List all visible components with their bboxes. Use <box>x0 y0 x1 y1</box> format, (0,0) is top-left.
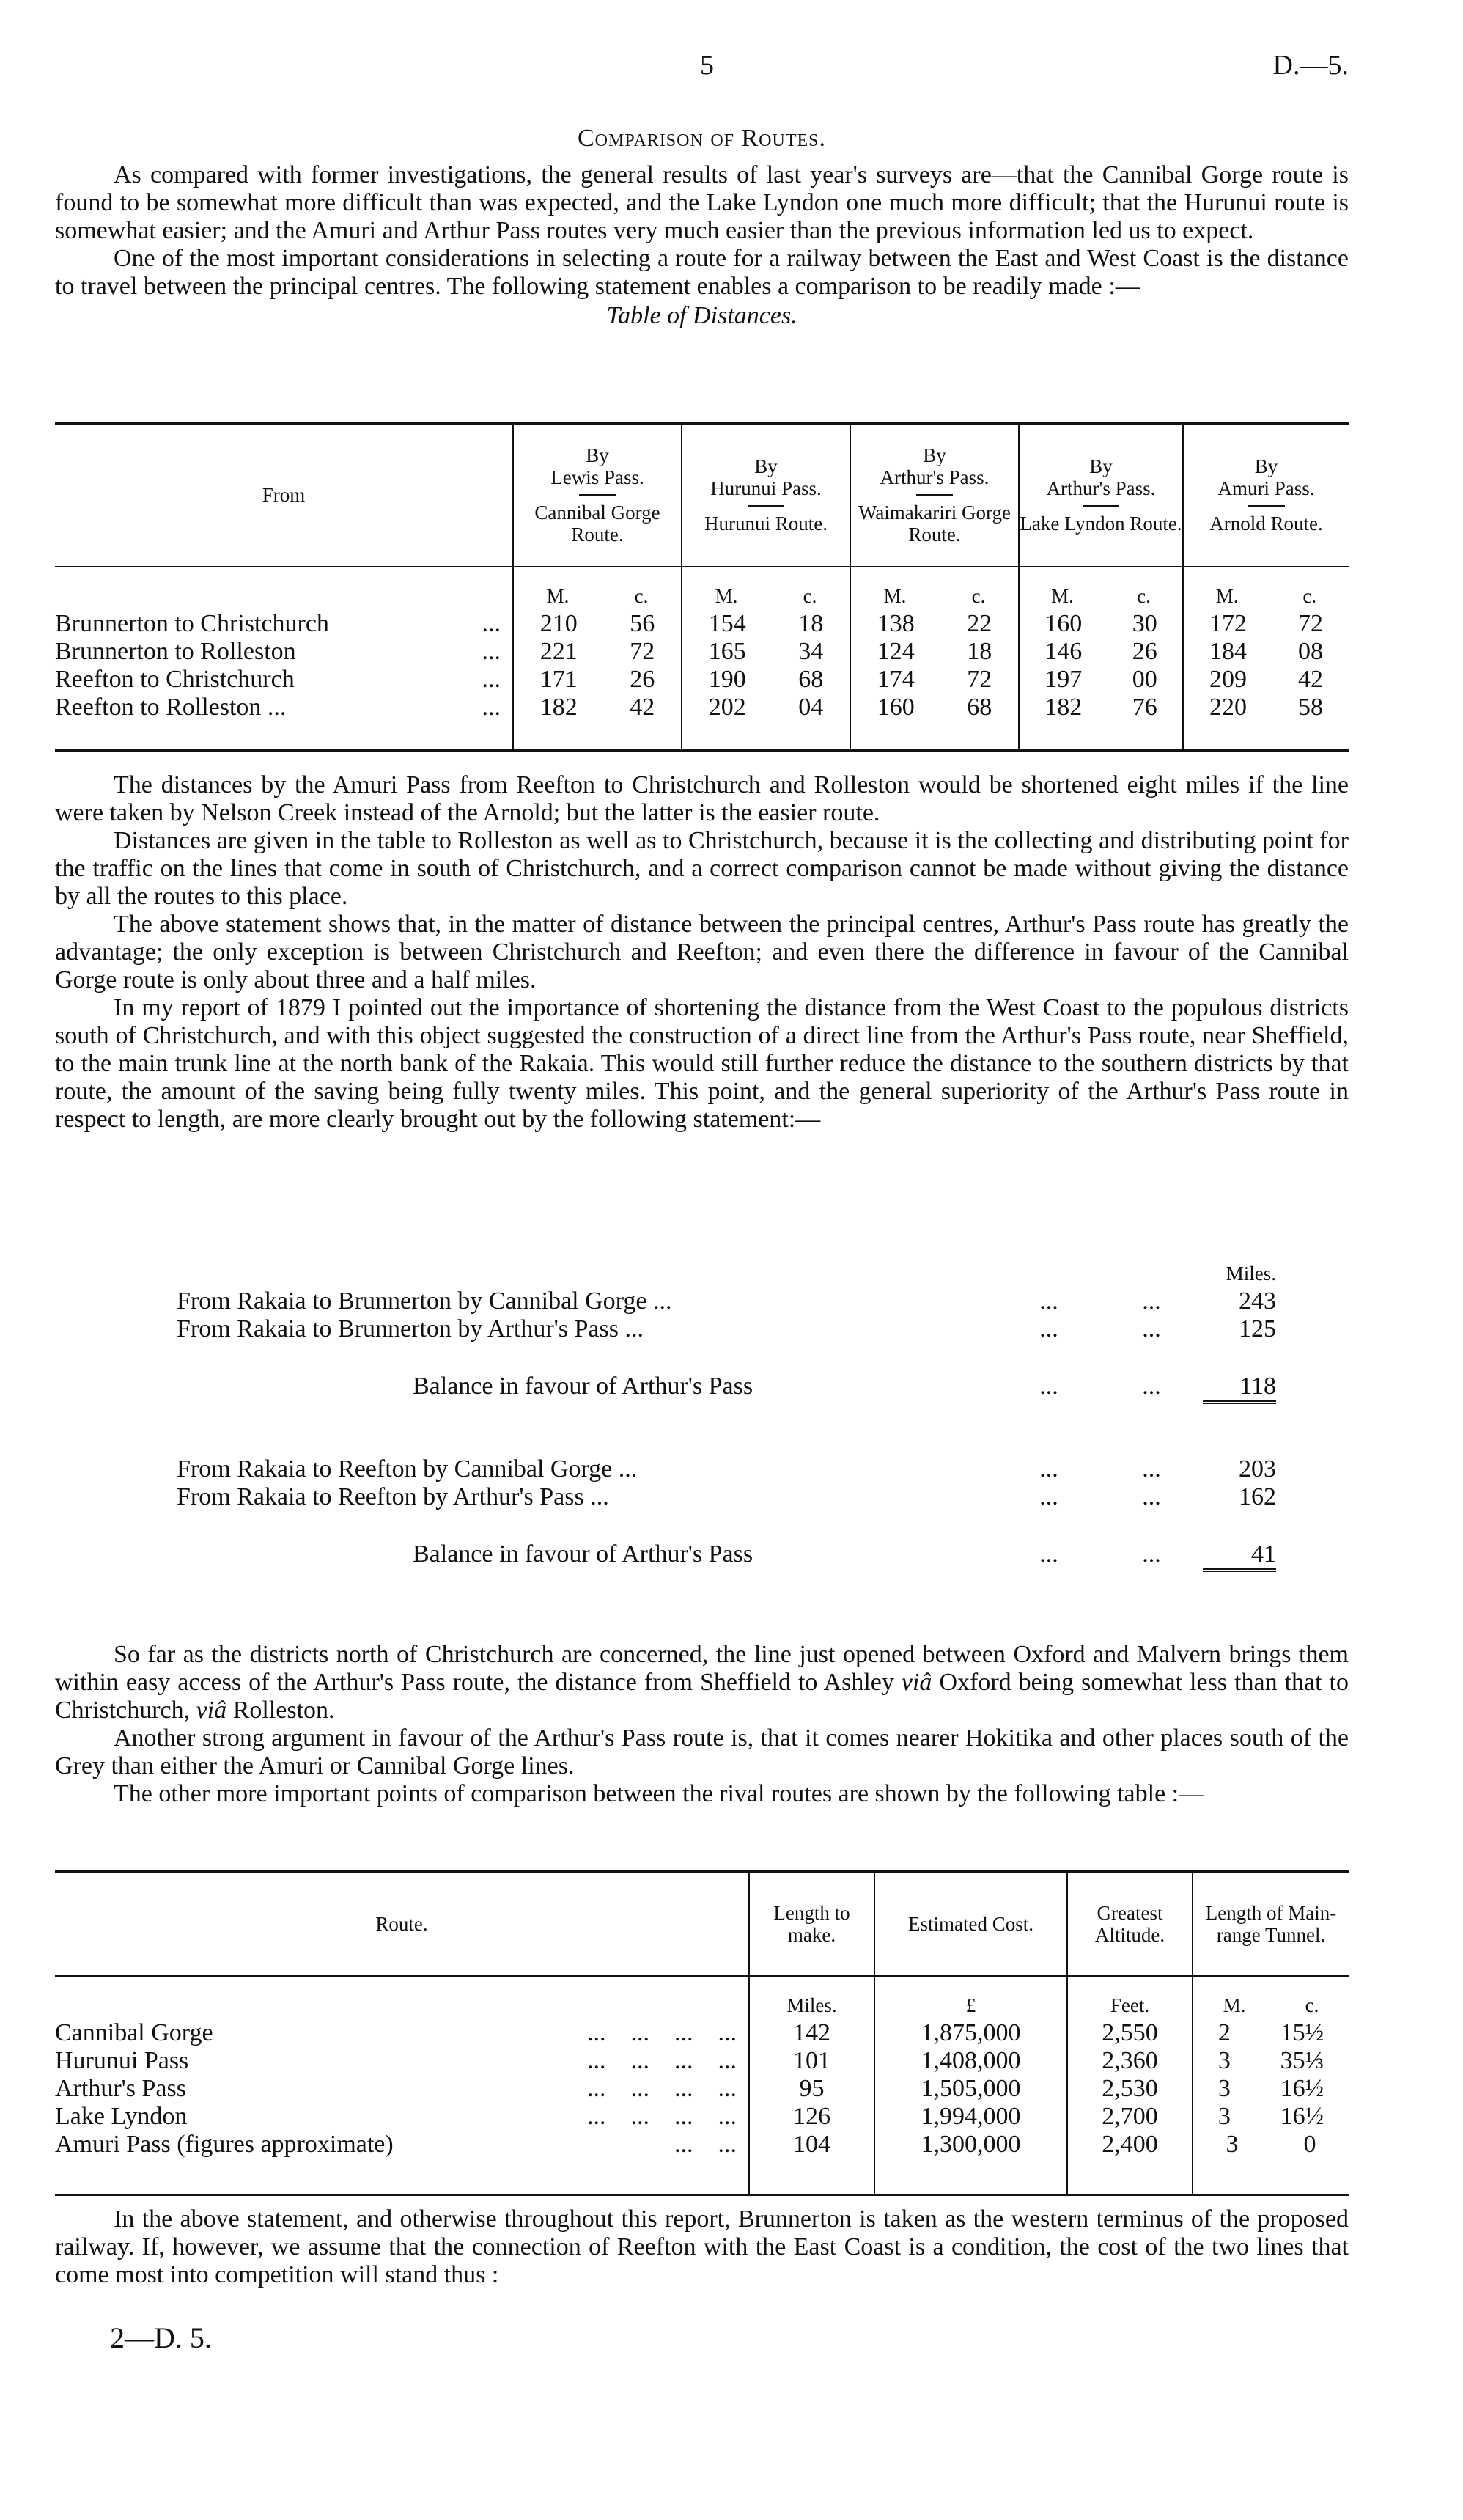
statement-row: From Rakaia to Reefton by Arthur's Pass ... ... ... 162 <box>177 1483 1276 1510</box>
statement-row: From Rakaia to Brunnerton by Arthur's Pass ... ... ... 125 <box>177 1315 1276 1342</box>
chains: 42 <box>1298 665 1323 693</box>
chains: 76 <box>1132 693 1157 721</box>
header-col: By Arthur's Pass. Lake Lyndon Route. <box>1019 424 1183 567</box>
distance-cell <box>1019 694 1183 721</box>
table-row <box>55 666 1349 694</box>
chains: 22 <box>967 609 992 637</box>
statement-row: Balance in favour of Arthur's Pass ... ... 41 <box>177 1540 1276 1572</box>
unit-c: c. <box>1137 584 1151 607</box>
distances-table <box>55 422 1349 752</box>
miles: 184 <box>1209 637 1247 665</box>
miles: 160 <box>1044 609 1083 637</box>
from-label: Reefton to Rolleston ... <box>55 693 287 721</box>
header-col: By Hurunui Pass. Hurunui Route. <box>682 424 850 567</box>
chains: 56 <box>630 609 655 637</box>
tunnel-cell: 3 16½ <box>1193 2103 1349 2131</box>
cost-cell: 1,505,000 <box>874 2075 1067 2103</box>
row-from <box>55 666 513 694</box>
miles: 124 <box>877 637 915 665</box>
distance-cell <box>682 666 850 694</box>
statement-label: Balance in favour of Arthur's Pass <box>413 1373 753 1400</box>
header-length: Length to make. <box>749 1872 874 1976</box>
distance-cell <box>850 666 1019 694</box>
chains: 26 <box>630 665 655 693</box>
miles: 174 <box>877 665 915 693</box>
section-title: Comparison of Routes. <box>577 125 827 152</box>
tunnel-cell: 3 0 <box>1193 2131 1349 2159</box>
chains: 30 <box>1132 609 1157 637</box>
altitude-cell: 2,530 <box>1067 2075 1193 2103</box>
table-row <box>55 2047 1349 2075</box>
leader-dots: ... <box>482 693 501 721</box>
altitude-cell: 2,550 <box>1067 2019 1193 2047</box>
chains: 68 <box>798 665 824 693</box>
table-caption: Table of Distances. <box>606 302 797 329</box>
statement-row: From Rakaia to Reefton by Cannibal Gorge ... ... ... 203 <box>177 1455 1276 1483</box>
unit-label: Feet. <box>1067 1976 1193 2019</box>
miles: 172 <box>1209 609 1247 637</box>
from-label: Reefton to Christchurch <box>55 665 295 693</box>
paragraph: The distances by the Amuri Pass from Reefton to Christchurch and Rolleston would be shortened eight miles if the line were taken by Nelson Creek instead of the Arnold; but the latter is the easier route. <box>55 771 1349 826</box>
unit-c: c. <box>1302 584 1317 607</box>
chains: 00 <box>1132 665 1157 693</box>
unit-m: M. <box>883 584 907 607</box>
distance-cell <box>850 638 1019 666</box>
chains: 08 <box>1298 637 1323 665</box>
statement-value: 243 <box>1239 1287 1276 1315</box>
leader-dots: ... ... <box>674 2130 737 2158</box>
row-from <box>55 638 513 666</box>
cost-cell: 1,875,000 <box>874 2019 1067 2047</box>
unit-m: M. <box>546 584 570 607</box>
distance-cell <box>1019 638 1183 666</box>
tunnel-cell: 3 16½ <box>1193 2075 1349 2103</box>
chains: 72 <box>630 637 655 665</box>
miles: 182 <box>1044 693 1083 721</box>
distance-cell <box>1019 610 1183 638</box>
footer-signature: 2—D. 5. <box>110 2321 212 2354</box>
paragraph: As compared with former investigations, the general results of last year's surveys are—that the Cannibal Gorge route is found to be somewhat more difficult than was expected, and the Lake Lyndon one much more difficult; that the Hurunui route is somewhat easier; and the Amuri and Arthur Pass routes very much easier than the previous information led us to expect. <box>55 161 1349 244</box>
chains: 18 <box>798 609 824 637</box>
distance-cell <box>513 666 682 694</box>
unit-c: c. <box>634 584 649 607</box>
tunnel-cell: 2 15½ <box>1193 2019 1349 2047</box>
statement-value: 118 <box>1203 1373 1276 1404</box>
statement-label: From Rakaia to Brunnerton by Cannibal Gorge ... <box>177 1287 672 1315</box>
miles: 160 <box>877 693 915 721</box>
tunnel-cell: 3 35⅓ <box>1193 2047 1349 2075</box>
header-altitude: Greatest Altitude. <box>1067 1872 1193 1976</box>
middle-text <box>55 771 1349 1134</box>
chains: 04 <box>798 693 824 721</box>
distance-cell <box>513 638 682 666</box>
statement-value: 162 <box>1239 1483 1276 1510</box>
units-row: Miles. £ Feet. M. c. <box>55 1976 1349 2019</box>
distances-table-wrap <box>55 422 1349 752</box>
statement-value: 203 <box>1239 1455 1276 1483</box>
distance-cell <box>850 610 1019 638</box>
unit-m: M. <box>1215 584 1239 607</box>
paragraph: One of the most important considerations in selecting a route for a railway between the East and West Coast is the distance to travel between the principal centres. The following statement enables a comparison to be readily made :— <box>55 245 1349 300</box>
distance-cell <box>1183 638 1349 666</box>
table-row <box>55 2075 1349 2103</box>
distance-cell <box>1183 694 1349 721</box>
distance-cell <box>513 694 682 721</box>
miles: 209 <box>1209 665 1247 693</box>
intro-text <box>55 161 1349 330</box>
paragraph: The other more important points of comparison between the rival routes are shown by the following table :— <box>114 1780 1204 1807</box>
chains: 42 <box>630 693 655 721</box>
paragraph: So far as the districts north of Christchurch are concerned, the line just opened between Oxford and Malvern brings them within easy access of the Arthur's Pass route, the distance from Sheffield to Ashley viâ Oxford being somewhat less than that to Christchurch, viâ Rolleston. <box>55 1641 1349 1724</box>
header-col: By Arthur's Pass. Waimakariri Gorge Route. <box>850 424 1019 567</box>
statement-row: From Rakaia to Brunnerton by Cannibal Gorge ... ... ... 243 <box>177 1287 1276 1315</box>
miles: 197 <box>1044 665 1083 693</box>
length-cell: 95 <box>749 2075 874 2103</box>
table-row <box>55 610 1349 638</box>
length-cell: 101 <box>749 2047 874 2075</box>
paragraph: The above statement shows that, in the matter of distance between the principal centres, Arthur's Pass route has greatly the advantage; the only exception is between Christchurch and Reefton; and even there the difference in favour of the Cannibal Gorge route is only about three and a half miles. <box>55 911 1349 993</box>
leader-dots: ... ... ... ... <box>587 2018 737 2046</box>
comparison-table-wrap <box>55 1870 1349 2196</box>
route-name: ... ... ... ... Cannibal Gorge <box>55 2019 749 2047</box>
distance-cell <box>850 694 1019 721</box>
statement-label: Balance in favour of Arthur's Pass <box>413 1540 753 1568</box>
statement-value: 125 <box>1239 1315 1276 1342</box>
distance-cell <box>1019 666 1183 694</box>
statement-value: 41 <box>1203 1540 1276 1572</box>
paragraph: In the above statement, and otherwise throughout this report, Brunnerton is taken as the western terminus of the proposed railway. If, however, we assume that the connection of Reefton with the East Coast is a condition, the cost of the two lines that come most into competition will stand thus : <box>55 2205 1349 2288</box>
statement-row: Balance in favour of Arthur's Pass ... ... 118 <box>177 1373 1276 1404</box>
miles: 138 <box>877 609 915 637</box>
length-cell: 126 <box>749 2103 874 2131</box>
distance-statement <box>177 1260 1276 1572</box>
comparison-table <box>55 1870 1349 2196</box>
leader-dots: ... ... ... ... <box>587 2102 737 2130</box>
leader-dots: ... ... ... ... <box>587 2046 737 2074</box>
miles: 165 <box>708 637 746 665</box>
unit-c: c. <box>803 584 817 607</box>
distance-cell <box>682 694 850 721</box>
table-row <box>55 2131 1349 2159</box>
table-row <box>55 2103 1349 2131</box>
unit-m: M. <box>715 584 738 607</box>
statement-label: From Rakaia to Brunnerton by Arthur's Pass ... <box>177 1315 644 1342</box>
distance-cell <box>1183 610 1349 638</box>
altitude-cell: 2,360 <box>1067 2047 1193 2075</box>
route-name: ... ... Amuri Pass (figures approximate) <box>55 2131 749 2159</box>
cost-cell: 1,994,000 <box>874 2103 1067 2131</box>
header-tunnel: Length of Main-range Tunnel. <box>1193 1872 1349 1976</box>
paragraph: In my report of 1879 I pointed out the importance of shortening the distance from the West Coast to the populous districts south of Christchurch, and with this object suggested the construction of a direct line from the Arthur's Pass route, near Sheffield, to the main trunk line at the north bank of the Rakaia. This would still further reduce the distance to the southern districts by that route, the amount of the saving being fully twenty miles. This point, and the general superiority of the Arthur's Pass route in respect to length, are more clearly brought out by the following statement:— <box>55 994 1349 1133</box>
miles: 202 <box>708 693 746 721</box>
chains: 26 <box>1132 637 1157 665</box>
header-col: By Amuri Pass. Arnold Route. <box>1183 424 1349 567</box>
table-row <box>55 638 1349 666</box>
chains: 18 <box>967 637 992 665</box>
miles: 220 <box>1209 693 1247 721</box>
route-name: ... ... ... ... Arthur's Pass <box>55 2075 749 2103</box>
miles: 182 <box>539 693 578 721</box>
length-cell: 142 <box>749 2019 874 2047</box>
table-row <box>55 694 1349 721</box>
paragraph: Distances are given in the table to Rolleston as well as to Christchurch, because it is the collecting and distributing point for the traffic on the lines that come in south of Christchurch, and a correct comparison cannot be made without giving the distance by all the routes to this place. <box>55 827 1349 910</box>
chains: 58 <box>1298 693 1323 721</box>
document-reference: D.—5. <box>1272 50 1349 81</box>
statement-label: From Rakaia to Reefton by Cannibal Gorge ... <box>177 1455 638 1483</box>
header-cost: Estimated Cost. <box>874 1872 1067 1976</box>
miles: 146 <box>1044 637 1083 665</box>
route-name: ... ... ... ... Hurunui Pass <box>55 2047 749 2075</box>
distance-cell <box>1183 666 1349 694</box>
distance-cell <box>513 610 682 638</box>
header-from: From <box>55 424 513 567</box>
leader-dots: ... <box>482 665 501 693</box>
from-label: Brunnerton to Christchurch <box>55 609 329 637</box>
lower-text <box>55 1641 1349 1808</box>
header-col: By Lewis Pass. Cannibal Gorge Route. <box>513 424 682 567</box>
altitude-cell: 2,400 <box>1067 2131 1193 2159</box>
chains: 72 <box>1298 609 1323 637</box>
from-label: Brunnerton to Rolleston <box>55 637 296 665</box>
distance-cell <box>682 610 850 638</box>
leader-dots: ... <box>482 609 501 637</box>
cost-cell: 1,408,000 <box>874 2047 1067 2075</box>
route-name: ... ... ... ... Lake Lyndon <box>55 2103 749 2131</box>
miles: 190 <box>708 665 746 693</box>
miles: 154 <box>708 609 746 637</box>
miles: 210 <box>539 609 578 637</box>
leader-dots: ... ... ... ... <box>587 2074 737 2102</box>
units-row <box>55 567 1349 610</box>
cost-cell: 1,300,000 <box>874 2131 1067 2159</box>
final-text <box>55 2205 1349 2289</box>
unit-c: c. <box>971 584 986 607</box>
unit-label: Miles. <box>1226 1263 1276 1285</box>
page-number: 5 <box>700 50 714 81</box>
paragraph: Another strong argument in favour of the Arthur's Pass route is, that it comes nearer Hokitika and other places south of the Grey than either the Amuri or Cannibal Gorge lines. <box>55 1724 1349 1779</box>
leader-dots: ... <box>482 637 501 665</box>
altitude-cell: 2,700 <box>1067 2103 1193 2131</box>
row-from <box>55 694 513 721</box>
row-from <box>55 610 513 638</box>
header-route: Route. <box>55 1872 749 1976</box>
distance-cell <box>682 638 850 666</box>
chains: 72 <box>967 665 992 693</box>
unit-m: M. <box>1051 584 1074 607</box>
miles: 171 <box>539 665 578 693</box>
miles: 221 <box>539 637 578 665</box>
chains: 68 <box>967 693 992 721</box>
statement-label: From Rakaia to Reefton by Arthur's Pass ... <box>177 1483 609 1510</box>
length-cell: 104 <box>749 2131 874 2159</box>
table-row <box>55 2019 1349 2047</box>
unit-label: £ <box>874 1976 1067 2019</box>
chains: 34 <box>798 637 824 665</box>
unit-label: Miles. <box>749 1976 874 2019</box>
